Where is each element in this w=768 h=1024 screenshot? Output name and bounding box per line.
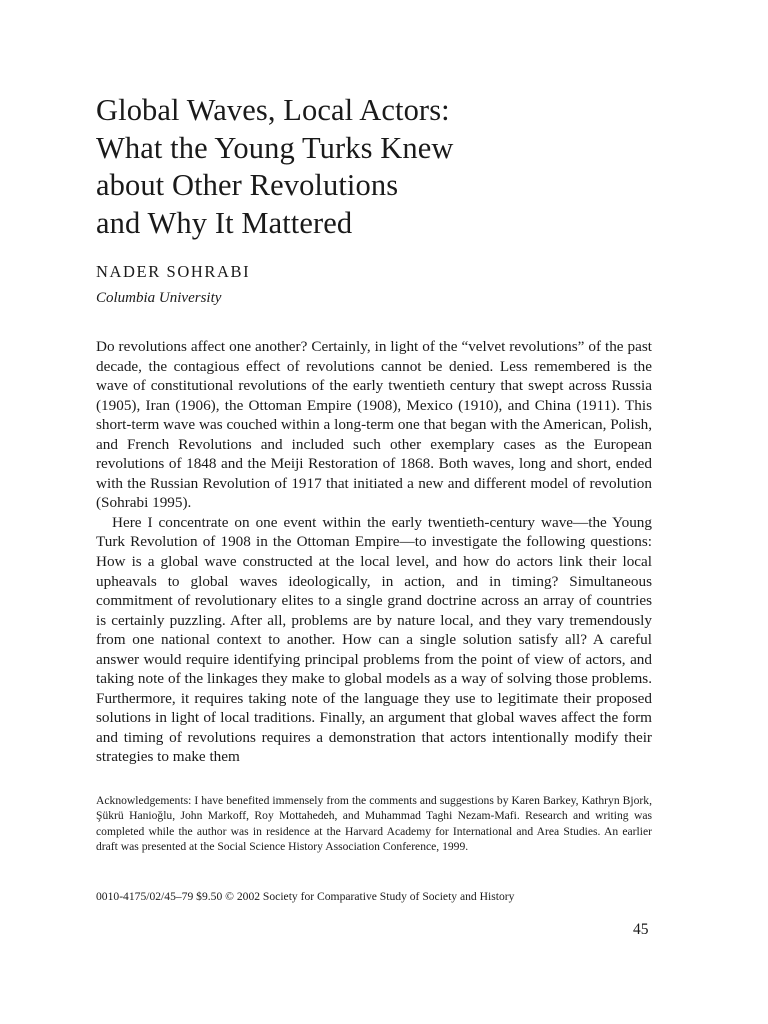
copyright-line: 0010-4175/02/45–79 $9.50 © 2002 Society for Comparative Study of Society and History: [96, 890, 515, 903]
author-affiliation: Columbia University: [96, 290, 222, 306]
title-line: Global Waves, Local Actors:: [96, 93, 450, 127]
page-number: 45: [633, 921, 649, 938]
article-body: [96, 337, 652, 767]
article-title: [96, 92, 656, 242]
title-line: about Other Revolutions: [96, 168, 399, 202]
author-name: NADER SOHRABI: [96, 262, 251, 281]
title-line: and Why It Mattered: [96, 205, 353, 240]
body-paragraph: Do revolutions affect one another? Certainly, in light of the “velvet revolutions” of the past decade, the contagious effect of revolutions cannot be denied. Less remembered is the wave of constitutional revolutions of the early twentieth century that swept across Russia (1905), Iran (1906), the Ottoman Empire (1908), Mexico (1910), and China (1911). This short-term wave was couched within a long-term one that began with the American, Polish, and French Revolutions and included such other exemplary cases as the European revolutions of 1848 and the Meiji Restoration of 1868. Both waves, long and short, ended with the Russian Revolution of 1917 that initiated a new and different model of revolution (Sohrabi 1995).: [96, 338, 652, 512]
acknowledgements-footnote: Acknowledgements: I have benefited immensely from the comments and suggestions by Karen Barkey, Kathryn Bjork, Şükrü Hanioğlu, John Markoff, Roy Mottahedeh, and Muhammad Taghi Nezam-Mafi. Research and writing was completed while the author was in residence at the Harvard Academy for International and Area Studies. An earlier draft was presented at the Social Science History Association Conference, 1999.: [96, 794, 652, 853]
body-paragraph: Here I concentrate on one event within the early twentieth-century wave—the Young Turk Revolution of 1908 in the Ottoman Empire—to investigate the following questions: How is a global wave constructed at the local level, and how do actors link their local upheavals to global waves ideologically, in action, and in timing? Simultaneous commitment of revolutionary elites to a single grand doctrine across an array of countries is certainly puzzling. After all, problems are by nature local, and they vary tremendously from one national context to another. How can a single solution satisfy all? A careful answer would require identifying principal problems from the point of view of actors, and taking note of the linkages they make to global models as a way of solving those problems. Furthermore, it requires taking note of the language they use to legitimate their proposed solutions in light of local traditions. Finally, an argument that global waves affect the form and timing of revolutions requires a demonstration that actors intentionally modify their strategies to make them: [96, 513, 652, 766]
title-line: What the Young Turks Knew: [96, 130, 454, 165]
